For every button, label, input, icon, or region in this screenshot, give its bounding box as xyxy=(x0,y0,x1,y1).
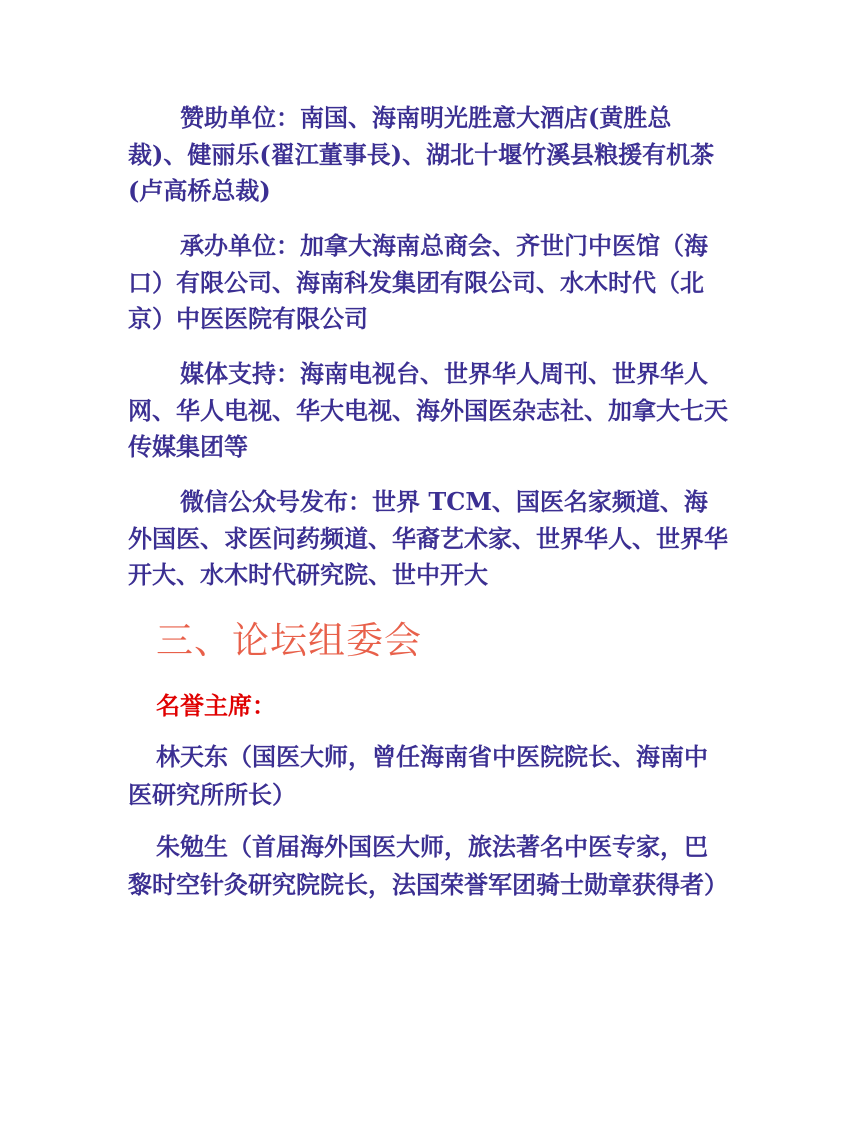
sponsors-paragraph: 赞助单位：南国、海南明光胜意大酒店(黄胜总裁)、健丽乐(翟江董事長)、湖北十堰竹溪县粮援有机茶(卢高桥总裁) xyxy=(128,103,715,205)
person-entry: 林天东（国医大师，曾任海南省中医院院长、海南中医研究所所长） xyxy=(128,742,708,809)
honorary-chair-label: 名誉主席： xyxy=(156,691,276,720)
section-heading: 三、论坛组委会 xyxy=(156,619,422,662)
media-support-paragraph: 媒体支持：海南电视台、世界华人周刊、世界华人网、华人电视、华大电视、海外国医杂志社、加拿大七天传媒集团等 xyxy=(128,359,728,461)
organizers-paragraph: 承办单位：加拿大海南总商会、齐世门中医馆（海口）有限公司、海南科发集团有限公司、水木时代（北京）中医医院有限公司 xyxy=(128,231,708,333)
person-entry: 朱勉生（首届海外国医大师，旅法著名中医专家，巴黎时空针灸研究院院长，法国荣誉军团骑士勋章获得者） xyxy=(128,832,728,899)
wechat-publish-paragraph: 微信公众号发布：世界 TCM、国医名家频道、海外国医、求医问药频道、华裔艺术家、世界华人、世界华开大、水木时代研究院、世中开大 xyxy=(128,487,728,589)
